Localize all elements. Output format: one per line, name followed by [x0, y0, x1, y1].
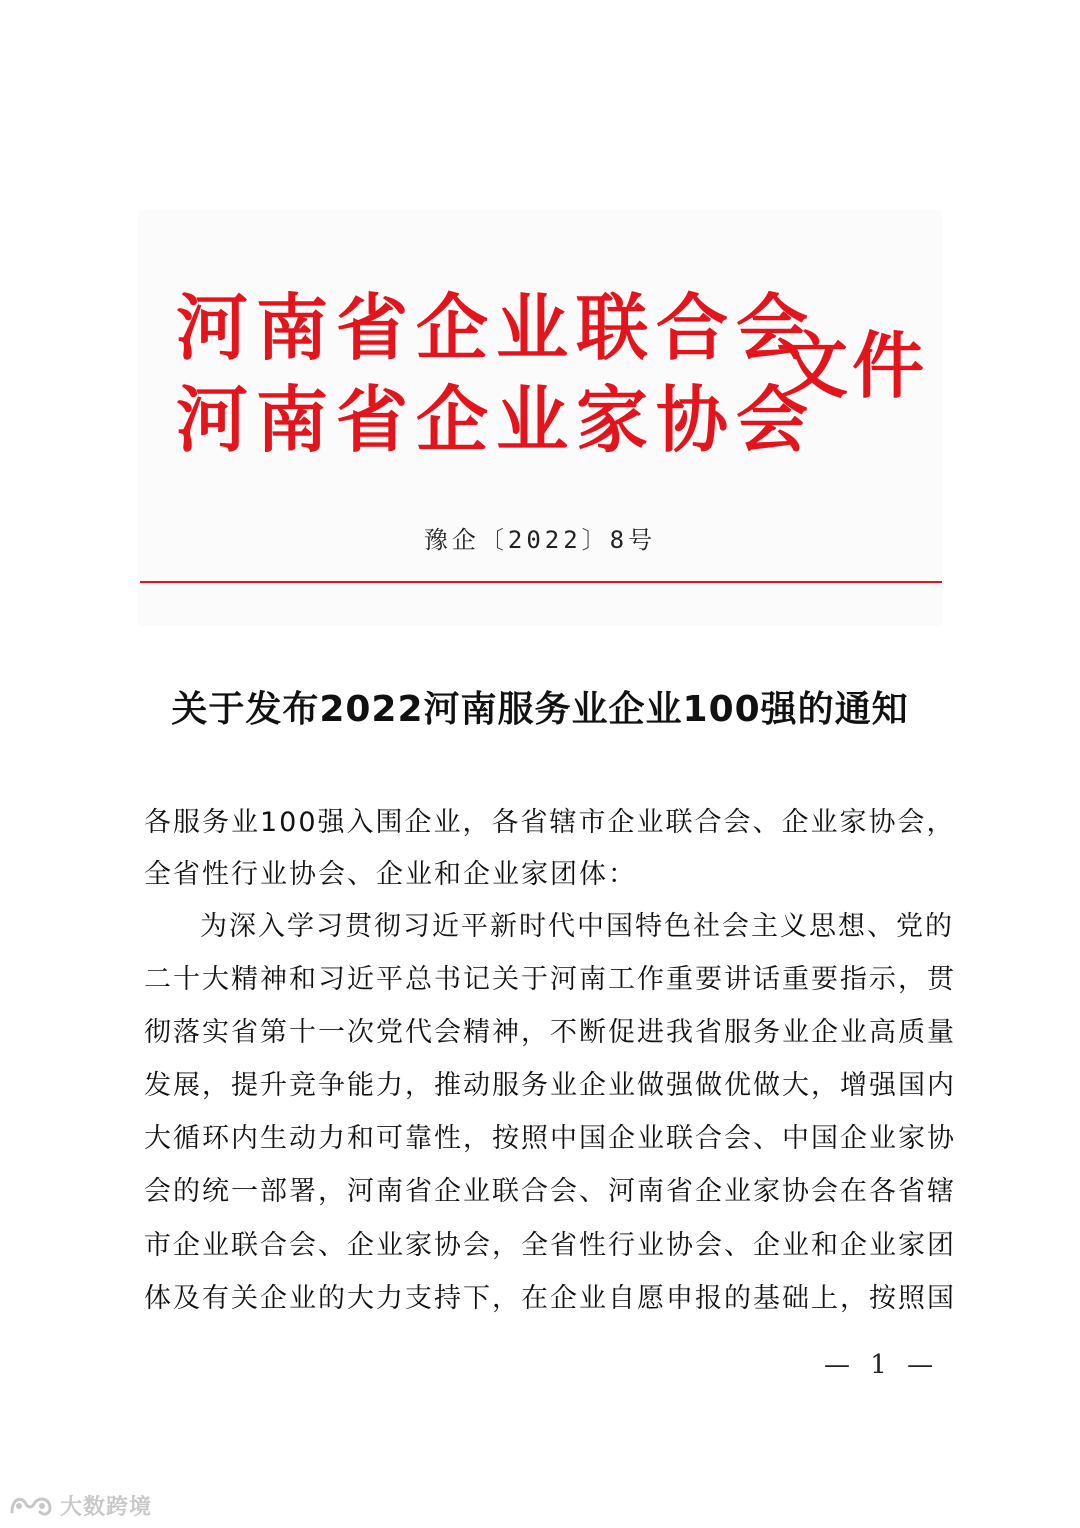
body-line: 市企业联合会、企业家协会，全省性行业协会、企业和企业家团: [144, 1230, 956, 1261]
body-line: 体及有关企业的大力支持下，在企业自愿申报的基础上，按照国: [144, 1283, 956, 1314]
notice-title: 关于发布2022河南服务业企业100强的通知: [171, 689, 909, 730]
body-line: 全省性行业协会、企业和企业家团体：: [144, 859, 637, 890]
body-line: 大循环内生动力和可靠性，按照中国企业联合会、中国企业家协: [144, 1123, 956, 1154]
issuing-org-line-2: 河南省企业家协会: [176, 377, 817, 462]
body-line: 发展，提升竞争能力，推动服务业企业做强做优做大，增强国内: [144, 1070, 956, 1101]
page-number: — 1 —: [824, 1350, 940, 1380]
body-line: 会的统一部署，河南省企业联合会、河南省企业家协会在各省辖: [144, 1176, 956, 1207]
issuing-org-line-1: 河南省企业联合会: [176, 285, 817, 370]
body-line: 二十大精神和习近平总书记关于河南工作重要讲话重要指示，贯: [144, 964, 956, 995]
document-number: 豫企〔2022〕8号: [423, 526, 657, 554]
document-suffix: 文件: [776, 323, 929, 408]
body-line: 为深入学习贯彻习近平新时代中国特色社会主义思想、党的: [200, 911, 954, 942]
watermark: [8, 1490, 152, 1520]
header-divider: [140, 581, 942, 583]
watermark-text: 大数跨境: [60, 1494, 153, 1520]
body-line: 彻落实省第十一次党代会精神，不断促进我省服务业企业高质量: [144, 1017, 956, 1048]
body-line: 各服务业100强入围企业，各省辖市企业联合会、企业家协会，: [144, 807, 956, 838]
logo-icon: [8, 1492, 54, 1518]
